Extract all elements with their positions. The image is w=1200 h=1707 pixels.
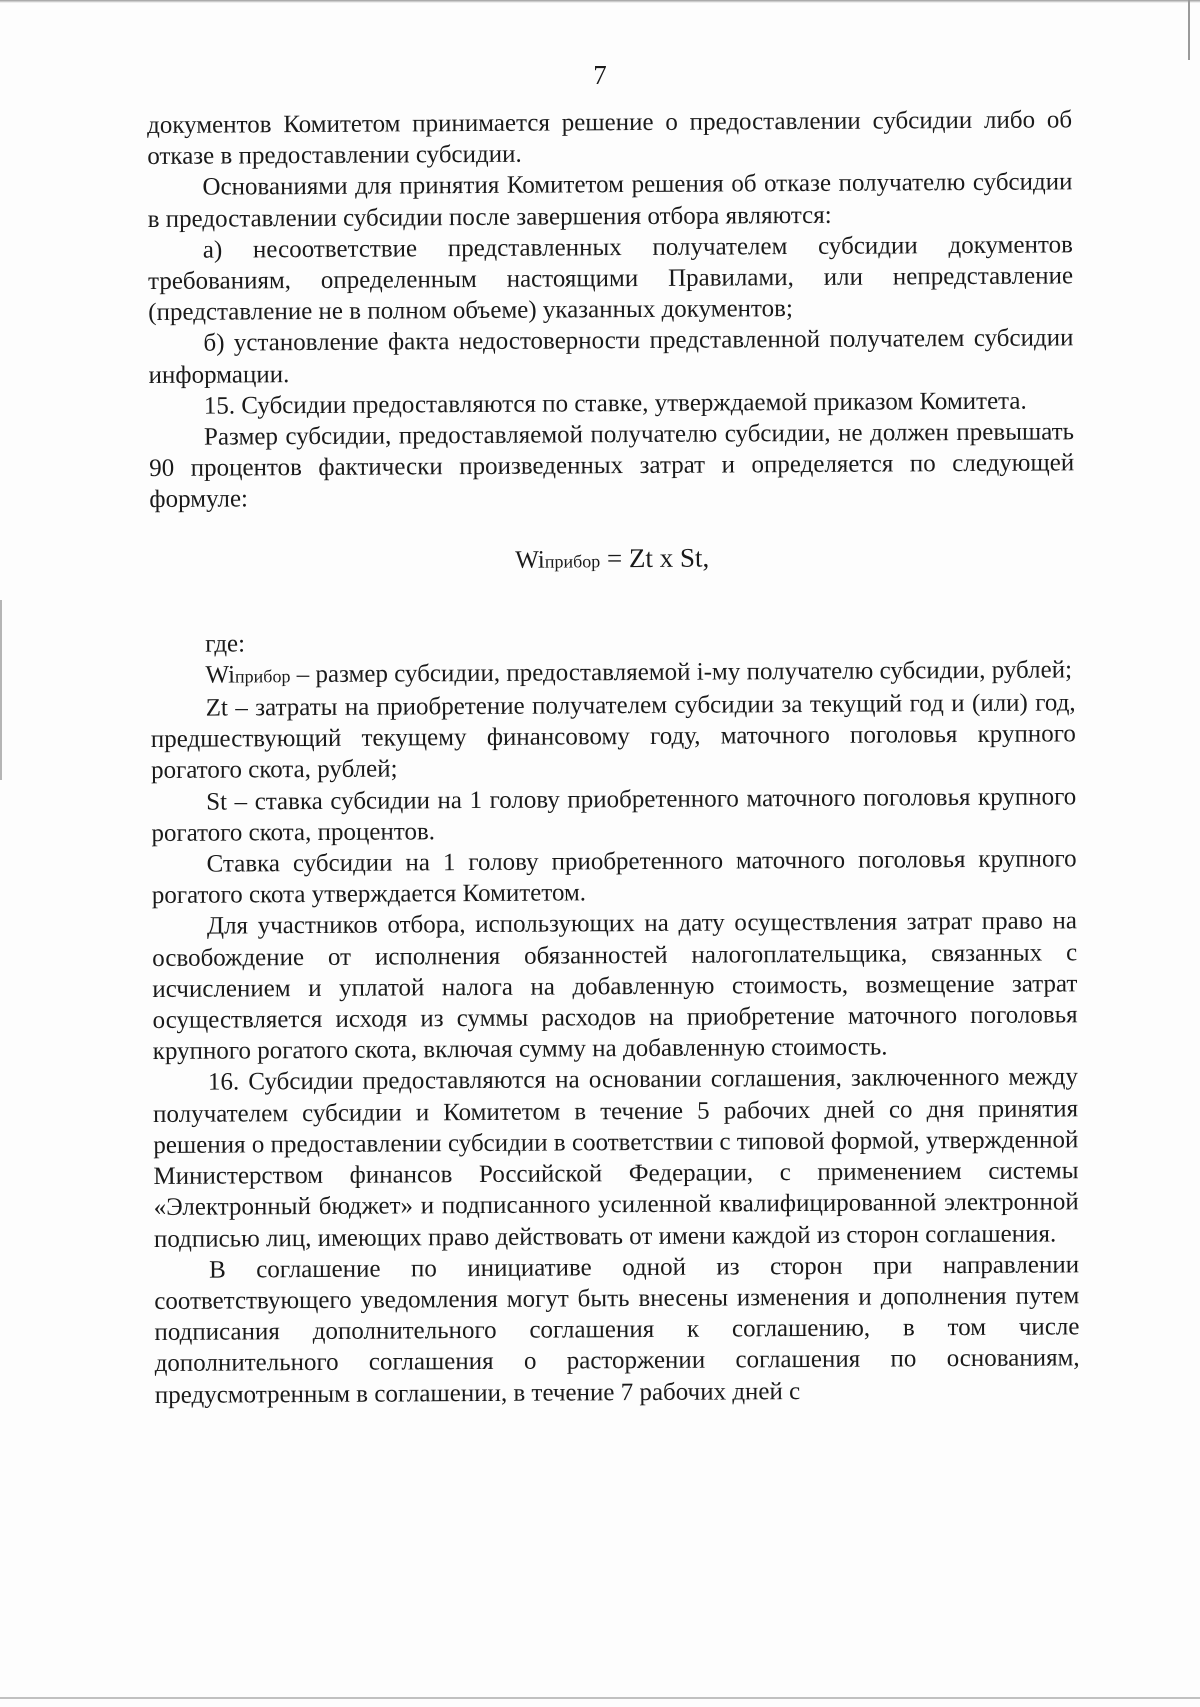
scan-edge-top xyxy=(0,0,1200,3)
definitions-intro: где: xyxy=(205,630,246,658)
paragraph-15: 15. Субсидии предоставляются по ставке, утверждаемой приказом Комитета. xyxy=(203,387,1027,420)
page-number: 7 xyxy=(593,60,607,90)
paragraph-subsidy-size: Размер субсидии, предоставляемой получателю субсидии, не должен превышать 90 процентов фактически произведенных затрат и определяется по следующей формуле: xyxy=(149,418,1075,514)
paragraph-rate: Ставка субсидии на 1 голову приобретенного маточного поголовья крупного рогатого скота утверждается Комитетом. xyxy=(151,845,1077,910)
paragraph-16: 16. Субсидии предоставляются на основании соглашения, заключенного между получателем субсидии и Комитетом в течение 5 рабочих дней со дня принятия решения о предоставлении субсидии в соответствии с типовой формой, утвержденной Министерством финансов Российской Федерации, с применением системы «Электронный бюджет» и подписанного усиленной квалифицированной электронной подписью лиц, имеющих право действовать от имени каждой из сторон соглашения. xyxy=(153,1063,1079,1253)
formula-lhs-symbol: Wi xyxy=(515,546,545,574)
formula xyxy=(150,538,1075,581)
scan-edge-right xyxy=(1188,0,1190,60)
paragraph-refusal-grounds: Основаниями для принятия Комитетом решения об отказе получателю субсидии в предоставлении субсидии после завершения отбора являются: xyxy=(147,168,1073,233)
paragraph-amendments: В соглашение по инициативе одной из сторон при направлении соответствующего уведомления могут быть внесены изменения и дополнения путем подписания дополнительного соглашения к соглашению, в том числе дополнительного соглашения о расторжении соглашения по основаниям, предусмотренным в соглашении, в течение 7 рабочих дней с xyxy=(154,1251,1080,1409)
scan-edge-left xyxy=(0,600,2,780)
formula-lhs-subscript: прибор xyxy=(544,550,601,572)
paragraph-continuation: документов Комитетом принимается решение о предоставлении субсидии либо об отказе в предоставлении субсидии. xyxy=(147,106,1073,171)
definition-w xyxy=(150,654,1075,693)
formula-rhs: = Zt x St, xyxy=(600,542,710,573)
document-body xyxy=(147,104,1080,1410)
definition-w-symbol: Wi xyxy=(205,661,236,689)
paragraph-vat: Для участников отбора, использующих на дату осуществления затрат право на освобождение от исполнения обязанностей налогоплательщика, связанных с исчислением и уплатой налога на добавленную стоимость, возмещение затрат осуществляется исходя из суммы расходов на приобретение маточного поголовья крупного рогатого скота, включая сумму на добавленную стоимость. xyxy=(152,907,1078,1066)
definition-w-subscript: прибор xyxy=(234,665,291,687)
paragraph-item-a: а) несоответствие представленных получателем субсидии документов требованиям, определенным настоящими Правилами, или непредставление (представление не в полном объеме) указанных документов; xyxy=(147,231,1074,327)
definition-st: St – ставка субсидии на 1 голову приобретенного маточного поголовья крупного рогатого скота, процентов. xyxy=(151,782,1077,847)
definition-w-text: – размер субсидии, предоставляемой i-му получателю субсидии, рублей; xyxy=(290,656,1073,688)
scan-edge-bottom xyxy=(0,1697,1200,1699)
paragraph-item-b: б) установление факта недостоверности представленной получателем субсидии информации. xyxy=(148,324,1074,389)
definition-zt: Zt – затраты на приобретение получателем субсидии за текущий год и (или) год, предшествующий текущему финансовому году, маточного поголовья крупного рогатого скота, рублей; xyxy=(150,689,1076,785)
